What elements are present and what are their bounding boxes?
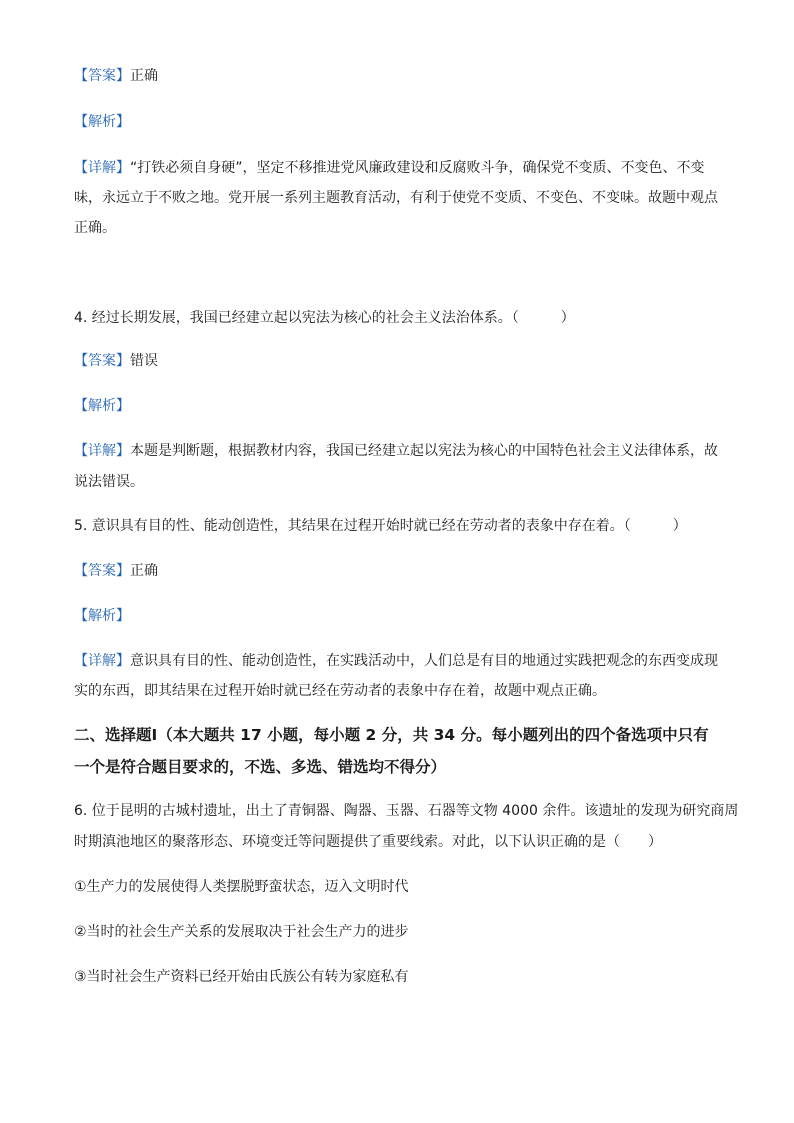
q3-detail-line-1	[74, 158, 724, 178]
section-heading-line-2: 一个是符合题目要求的，不选、多选、错选均不得分）	[74, 758, 447, 776]
q4-answer-line	[74, 351, 724, 371]
q5-detail-line-2: 实的东西，即其结果在过程开始时就已经在劳动者的表象中存在着，故题中观点正确。	[74, 683, 606, 699]
detail-tag: 【详解】	[74, 160, 130, 176]
detail-tag: 【详解】	[74, 443, 130, 459]
analysis-tag: 【解析】	[74, 398, 130, 414]
answer-text: 错误	[130, 353, 158, 369]
q6-option-3: ③当时社会生产资料已经开始由氏族公有转为家庭私有	[74, 969, 409, 985]
q3-answer-line	[74, 66, 724, 86]
q3-analysis-line	[74, 112, 724, 132]
answer-text: 正确	[130, 563, 158, 579]
answer-tag: 【答案】	[74, 68, 130, 84]
q4-analysis-line	[74, 396, 724, 416]
q4-detail-line-1	[74, 441, 724, 461]
q5-detail-line-1	[74, 651, 724, 671]
q4-detail-line-2: 说法错误。	[74, 474, 144, 490]
q5-question: 5. 意识具有目的性、能动创造性，其结果在过程开始时就已经在劳动者的表象中存在着。（ ）	[74, 518, 687, 534]
q5-answer-line	[74, 561, 724, 581]
q3-detail-line-3: 正确。	[74, 220, 116, 236]
detail-text: 意识具有目的性、能动创造性，在实践活动中，人们总是有目的地通过实践把观念的东西变成现	[130, 653, 718, 669]
q4-question: 4. 经过长期发展，我国已经建立起以宪法为核心的社会主义法治体系。（ ）	[74, 310, 575, 326]
answer-tag: 【答案】	[74, 353, 130, 369]
detail-tag: 【详解】	[74, 653, 130, 669]
analysis-tag: 【解析】	[74, 114, 130, 130]
q3-detail-line-2: 味，永远立于不败之地。党开展一系列主题教育活动，有利于使党不变质、不变色、不变味。故题中观点	[74, 190, 718, 206]
section-heading-line-1: 二、选择题Ⅰ（本大题共 17 小题，每小题 2 分，共 34 分。每小题列出的四个备选项中只有	[74, 726, 709, 744]
q6-option-1: ①生产力的发展使得人类摆脱野蛮状态，迈入文明时代	[74, 879, 409, 895]
analysis-tag: 【解析】	[74, 608, 130, 624]
answer-tag: 【答案】	[74, 563, 130, 579]
detail-text: “打铁必须自身硬”，坚定不移推进党风廉政建设和反腐败斗争，确保党不变质、不变色、不变	[130, 160, 705, 176]
q5-analysis-line	[74, 606, 724, 626]
q6-option-2: ②当时的社会生产关系的发展取决于社会生产力的进步	[74, 924, 409, 940]
q6-stem-line-1: 6. 位于昆明的古城村遗址，出土了青铜器、陶器、玉器、石器等文物 4000 余件。该遗址的发现为研究商周	[74, 803, 739, 819]
q6-stem-line-2: 时期滇池地区的聚落形态、环境变迁等问题提供了重要线索。对此，以下认识正确的是（ ）	[74, 834, 662, 850]
detail-text: 本题是判断题，根据教材内容，我国已经建立起以宪法为核心的中国特色社会主义法律体系，故	[130, 443, 718, 459]
answer-text: 正确	[130, 68, 158, 84]
